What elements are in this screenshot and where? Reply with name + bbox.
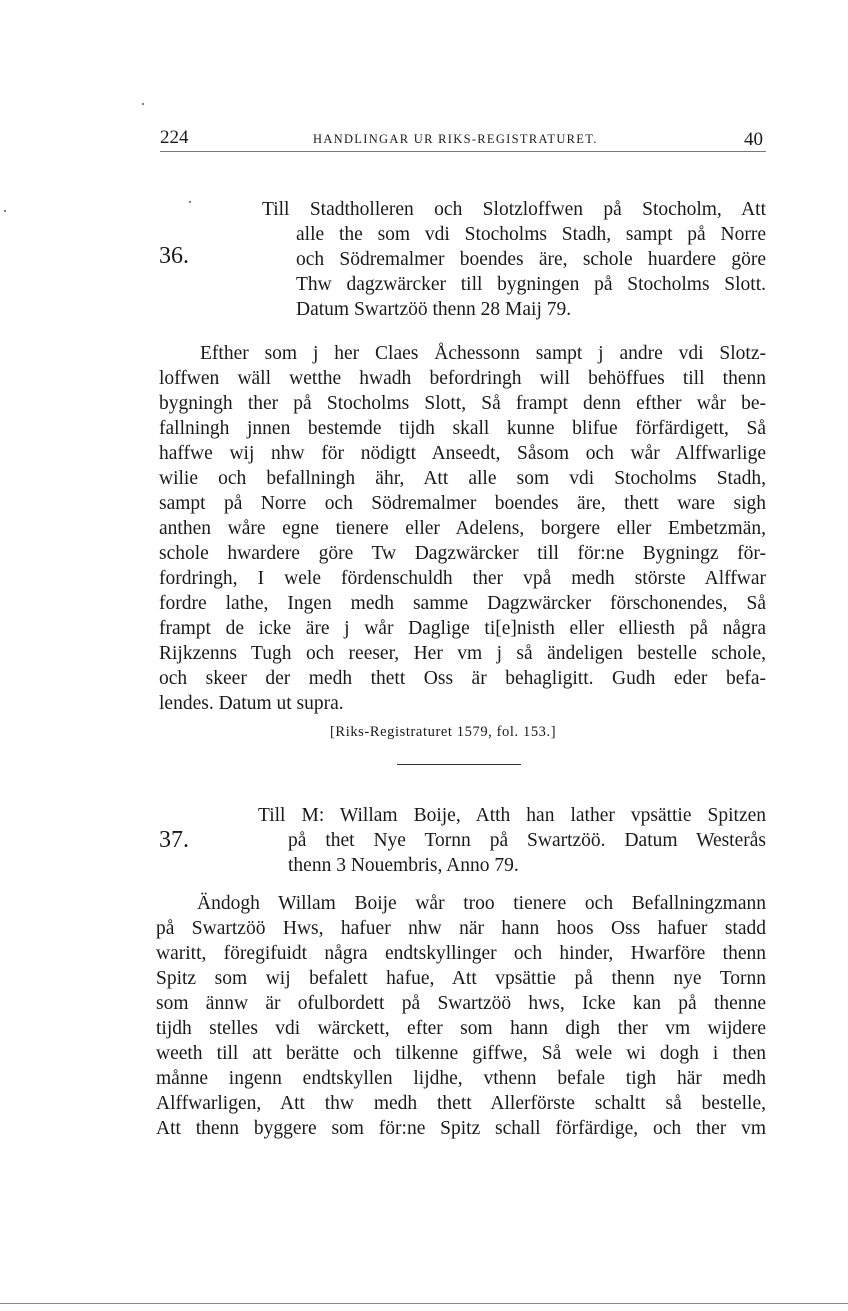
body-line: anthen wåre egne tienere eller Adelens, borgere eller Embetzmän, xyxy=(159,518,766,539)
scan-speck xyxy=(142,103,144,105)
body-line: bygningh ther på Stocholms Slott, Så frampt denn efther wår be- xyxy=(159,393,766,414)
body-line: Alffwarligen, Att thw medh thett Allerförste schaltt så bestelle, xyxy=(156,1093,766,1114)
body-line: Spitz som wij befalett hafue, Att vpsättie på thenn nye Tornn xyxy=(156,968,766,989)
body-line: fallningh jnnen bestemde tijdh skall kunne blifue förfärdigett, Så xyxy=(159,418,766,439)
body-line: tijdh stelles vdi wärckett, efter som hann digh ther vm wijdere xyxy=(156,1018,766,1039)
body-line: och skeer der medh thett Oss är behagligitt. Gudh eder befa- xyxy=(159,668,766,689)
heading-line: och Södremalmer boendes äre, schole huardere göre xyxy=(296,249,766,270)
source-citation: [Riks-Registraturet 1579, fol. 153.] xyxy=(330,724,557,740)
body-line: på Swartzöö Hws, hafuer nhw när hann hoos Oss hafuer stadd xyxy=(156,918,766,939)
page-number: 224 xyxy=(160,127,189,148)
body-line: Rijkzenns Tugh och reeser, Her vm j så ändeligen bestelle schole, xyxy=(159,643,766,664)
body-line: månne ingenn endtskyllen lijdhe, vthenn befale tigh här medh xyxy=(156,1068,766,1089)
body-line: wilie och befallningh ähr, Att alle som vdi Stocholms Stadh, xyxy=(159,468,766,489)
body-line: weeth till att berätte och tilkenne giffwe, Så wele wi dogh i then xyxy=(156,1043,766,1064)
heading-line: thenn 3 Nouembris, Anno 79. xyxy=(288,855,519,876)
header-rule xyxy=(160,151,766,152)
scan-speck xyxy=(189,201,191,203)
body-line: schole hwardere göre Tw Dagzwärcker till för:ne Bygningz för- xyxy=(159,543,766,564)
heading-line: Till M: Willam Boije, Atth han lather vpsättie Spitzen xyxy=(258,805,766,826)
body-line: haffwe wij nhw för nödigtt Anseedt, Såsom och wår Alffwarlige xyxy=(159,443,766,464)
heading-line: på thet Nye Tornn på Swartzöö. Datum Westerås xyxy=(288,830,766,851)
body-line: waritt, föregifuidt några endtskyllinger och hinder, Hwarföre thenn xyxy=(156,943,766,964)
entry-number: 37. xyxy=(159,827,189,853)
body-line: Ändogh Willam Boije wår troo tienere och Befallningzmann xyxy=(197,893,766,914)
heading-line: Datum Swartzöö thenn 28 Maij 79. xyxy=(296,299,572,320)
entry-number: 36. xyxy=(159,243,189,269)
body-line: frampt de icke äre j wår Daglige ti[e]nisth eller elliesth på några xyxy=(159,618,766,639)
body-line: fordringh, I wele fördenschuldh ther vpå medh störste Alffwar xyxy=(159,568,766,589)
body-line: fordre lathe, Ingen medh samme Dagzwärcker förschonendes, Så xyxy=(159,593,766,614)
section-divider xyxy=(397,764,521,765)
scan-bottom-edge xyxy=(0,1303,848,1304)
body-line: sampt på Norre och Södremalmer boendes äre, thett ware sigh xyxy=(159,493,766,514)
body-line: som ännw är ofulbordett på Swartzöö hws, Icke kan på thenne xyxy=(156,993,766,1014)
body-line: Efther som j her Claes Åchessonn sampt j andre vdi Slotz- xyxy=(200,343,766,364)
heading-line: Till Stadtholleren och Slotzloffwen på Stocholm, Att xyxy=(262,199,766,220)
scan-speck xyxy=(4,210,6,212)
body-line: loffwen wäll wetthe hwadh befordringh will behöffues till thenn xyxy=(159,368,766,389)
document-number: 40 xyxy=(744,129,763,150)
heading-line: Thw dagzwärcker till bygningen på Stocholms Slott. xyxy=(296,274,766,295)
running-head: HANDLINGAR UR RIKS-REGISTRATURET. xyxy=(313,132,598,146)
body-line: lendes. Datum ut supra. xyxy=(159,693,344,714)
heading-line: alle the som vdi Stocholms Stadh, sampt på Norre xyxy=(296,224,766,245)
body-line: Att thenn byggere som för:ne Spitz schall förfärdige, och ther vm xyxy=(156,1118,766,1139)
